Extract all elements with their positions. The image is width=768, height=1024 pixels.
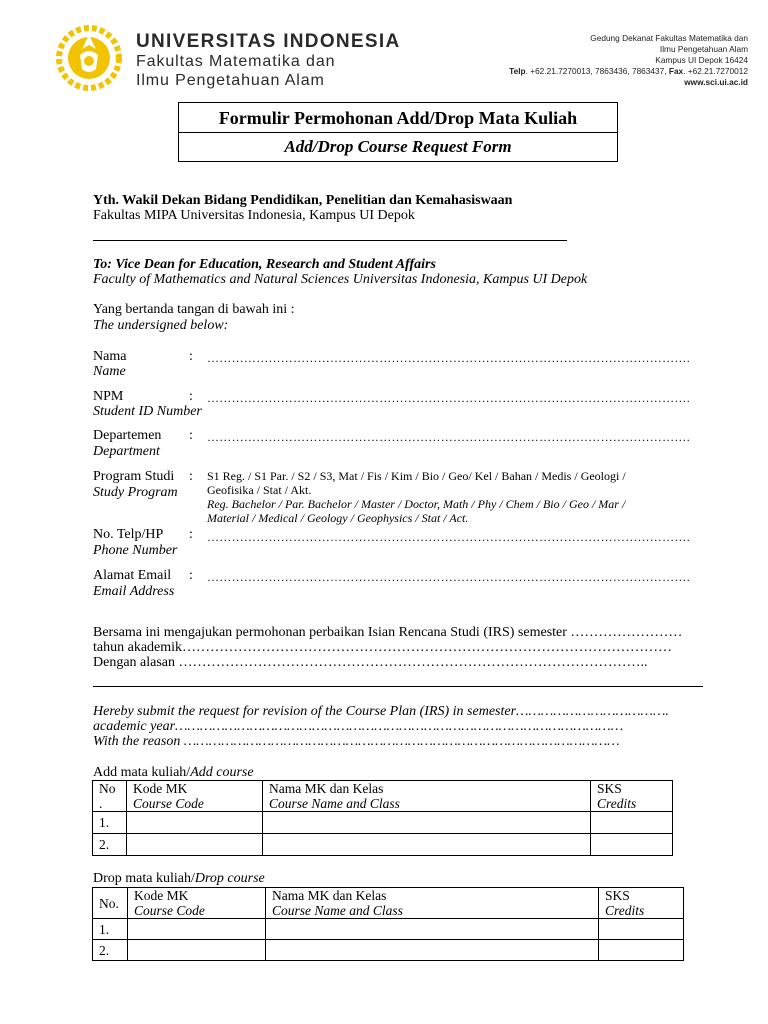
request-id-line2[interactable]: tahun akademik…………………………………………………………………………………………… bbox=[93, 640, 673, 655]
table-row bbox=[93, 834, 673, 856]
request-id-line1[interactable]: Bersama ini mengajukan permohonan perbaikan Isian Rencana Studi (IRS) semester …………………… bbox=[93, 625, 683, 640]
course-name-cell[interactable] bbox=[266, 940, 599, 961]
divider-line bbox=[93, 240, 567, 241]
phone-label: No. Telp/HP bbox=[93, 527, 164, 542]
course-code-cell[interactable] bbox=[127, 812, 263, 834]
form-title-box bbox=[178, 102, 618, 162]
request-en-line3: With the reason …………………………………………………………………………………………… bbox=[93, 734, 620, 749]
fax-label: Fax bbox=[668, 66, 684, 76]
email-label: Alamat Email bbox=[93, 568, 172, 583]
phone-fax-line bbox=[509, 66, 748, 77]
credits-cell[interactable] bbox=[591, 812, 673, 834]
header-no: No. bbox=[93, 888, 128, 919]
department-label-en: Department bbox=[93, 444, 160, 459]
program-options-id-2[interactable]: Geofisika / Stat / Akt. bbox=[207, 483, 312, 497]
form-title-id: Formulir Permohonan Add/Drop Mata Kuliah bbox=[179, 103, 617, 133]
add-course-caption-id: Add mata kuliah/ bbox=[93, 765, 191, 780]
name-input[interactable]: ………………………………………………………………………………………………………. bbox=[207, 351, 690, 365]
fax-value: . +62.21.7270012 bbox=[683, 66, 748, 76]
program-options-en-1: Reg. Bachelor / Par. Bachelor / Master / Doctor, Math / Phy / Chem / Bio / Geo / Mar / bbox=[207, 497, 626, 511]
department-label: Departemen bbox=[93, 428, 162, 443]
request-id-line3[interactable]: Dengan alasan ……………………………………………………………………………………….. bbox=[93, 655, 648, 670]
row-number: 1. bbox=[93, 812, 127, 834]
program-label-en: Study Program bbox=[93, 485, 178, 500]
credits-cell[interactable] bbox=[591, 834, 673, 856]
name-label: Nama bbox=[93, 349, 127, 364]
undersigned-id: Yang bertanda tangan di bawah ini : bbox=[93, 302, 295, 317]
divider-line-2 bbox=[93, 686, 703, 687]
program-colon: : bbox=[189, 469, 193, 484]
addressee-id-line1: Yth. Wakil Dekan Bidang Pendidikan, Penelitian dan Kemahasiswaan bbox=[93, 193, 513, 208]
npm-label: NPM bbox=[93, 389, 124, 404]
header-course-name: Nama MK dan Kelas Course Name and Class bbox=[263, 781, 591, 812]
website: www.sci.ui.ac.id bbox=[684, 77, 748, 87]
email-colon: : bbox=[189, 568, 193, 583]
phone-label-en: Phone Number bbox=[93, 543, 178, 558]
add-course-caption-en: Add course bbox=[190, 765, 254, 780]
undersigned-en: The undersigned below: bbox=[93, 318, 229, 333]
request-en-line1: Hereby submit the request for revision of the Course Plan (IRS) in semester………………………………. bbox=[93, 704, 669, 719]
header-no: No . bbox=[93, 781, 127, 812]
header-course-code: Kode MK Course Code bbox=[127, 781, 263, 812]
telp-value: . +62.21.7270013, 7863436, 7863437, bbox=[525, 66, 669, 76]
addressee-en-line2: Faculty of Mathematics and Natural Sciences Universitas Indonesia, Kampus UI Depok bbox=[93, 272, 588, 287]
course-code-cell[interactable] bbox=[128, 940, 266, 961]
row-number: 1. bbox=[93, 919, 128, 940]
course-code-cell[interactable] bbox=[127, 834, 263, 856]
department-input[interactable]: ………………………………………………………………………………………………………. bbox=[207, 430, 690, 444]
table-header-row bbox=[93, 888, 684, 919]
program-options-id-1[interactable]: S1 Reg. / S1 Par. / S2 / S3, Mat / Fis / Kim / Bio / Geo/ Kel / Bahan / Medis / Geologi / bbox=[207, 469, 626, 483]
university-name: UNIVERSITAS INDONESIA bbox=[136, 31, 401, 52]
course-name-cell[interactable] bbox=[263, 812, 591, 834]
email-label-en: Email Address bbox=[93, 584, 175, 599]
address-line-2: Ilmu Pengetahuan Alam bbox=[659, 44, 748, 54]
table-row bbox=[93, 812, 673, 834]
program-options-en-2: Material / Medical / Geology / Geophysics / Stat / Act. bbox=[207, 511, 469, 525]
address-line-3: Kampus UI Depok 16424 bbox=[655, 55, 748, 65]
npm-input[interactable]: ………………………………………………………………………………………………………. bbox=[207, 391, 690, 405]
address-line-1: Gedung Dekanat Fakultas Matematika dan bbox=[590, 33, 748, 43]
ui-makara-logo bbox=[50, 25, 128, 91]
table-header-row bbox=[93, 781, 673, 812]
department-colon: : bbox=[189, 428, 193, 443]
drop-course-table bbox=[92, 887, 684, 961]
credits-cell[interactable] bbox=[599, 940, 684, 961]
row-number: 2. bbox=[93, 940, 128, 961]
phone-input[interactable]: ………………………………………………………………………………………………………. bbox=[207, 530, 690, 544]
program-label: Program Studi bbox=[93, 469, 175, 484]
drop-course-caption bbox=[93, 871, 265, 886]
phone-colon: : bbox=[189, 527, 193, 542]
course-name-cell[interactable] bbox=[266, 919, 599, 940]
npm-colon: : bbox=[189, 389, 193, 404]
course-code-cell[interactable] bbox=[128, 919, 266, 940]
email-input[interactable]: ………………………………………………………………………………………………………. bbox=[207, 570, 690, 584]
faculty-line-2: Ilmu Pengetahuan Alam bbox=[136, 72, 325, 89]
row-number: 2. bbox=[93, 834, 127, 856]
header-course-name: Nama MK dan Kelas Course Name and Class bbox=[266, 888, 599, 919]
add-course-caption bbox=[93, 765, 254, 780]
telp-label: Telp bbox=[509, 66, 526, 76]
header-course-code: Kode MK Course Code bbox=[128, 888, 266, 919]
drop-course-caption-en: Drop course bbox=[194, 871, 265, 886]
add-course-table bbox=[92, 780, 673, 856]
addressee-en-line1: To: Vice Dean for Education, Research and Student Affairs bbox=[93, 257, 436, 272]
drop-course-caption-id: Drop mata kuliah/ bbox=[93, 871, 195, 886]
name-colon: : bbox=[189, 349, 193, 364]
header-credits: SKS Credits bbox=[599, 888, 684, 919]
form-title-en: Add/Drop Course Request Form bbox=[284, 137, 512, 156]
address-block bbox=[509, 33, 748, 88]
credits-cell[interactable] bbox=[599, 919, 684, 940]
course-name-cell[interactable] bbox=[263, 834, 591, 856]
header-credits: SKS Credits bbox=[591, 781, 673, 812]
request-en-line2: academic year……………………………………………………………………………………………… bbox=[93, 719, 624, 734]
table-row bbox=[93, 919, 684, 940]
table-row bbox=[93, 940, 684, 961]
npm-label-en: Student ID Number bbox=[93, 404, 202, 419]
faculty-line-1: Fakultas Matematika dan bbox=[136, 53, 336, 70]
addressee-id-line2: Fakultas MIPA Universitas Indonesia, Kampus UI Depok bbox=[93, 208, 415, 223]
name-label-en: Name bbox=[93, 364, 126, 379]
